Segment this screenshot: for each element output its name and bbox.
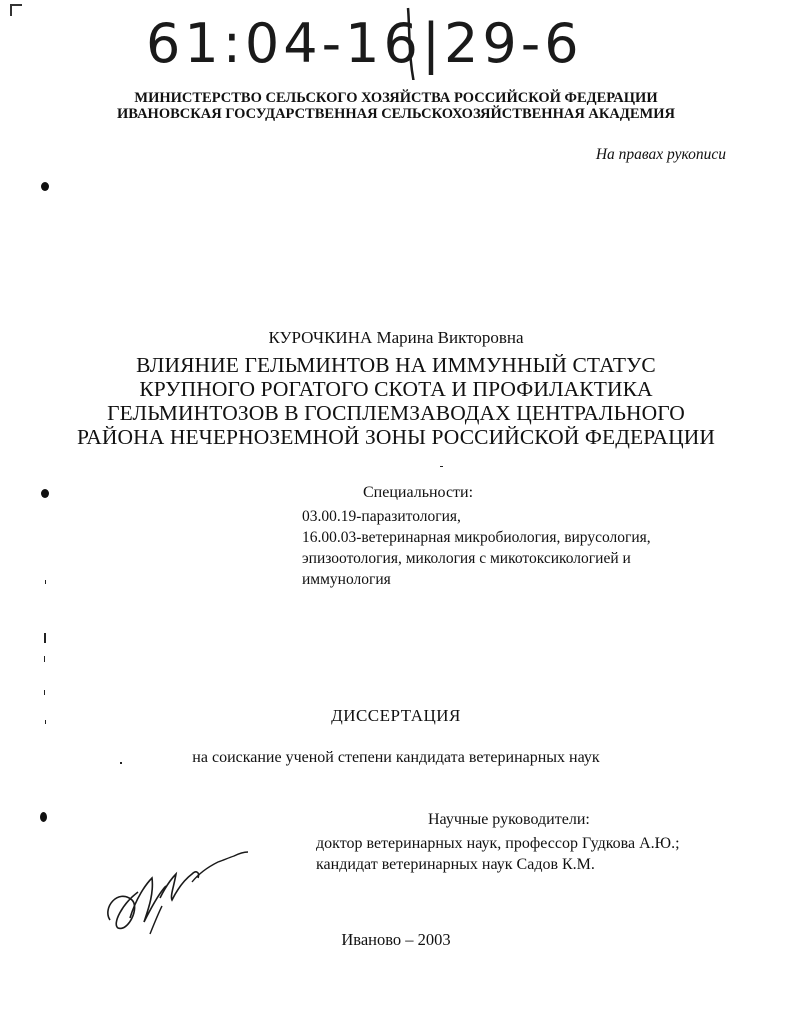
- dissertation-title: [0, 353, 792, 449]
- scan-speck: [45, 580, 46, 584]
- specialties-heading: Специальности:: [363, 484, 474, 501]
- scan-corner-mark: [10, 4, 22, 16]
- scan-speck: [440, 466, 443, 467]
- scan-speck: [41, 489, 49, 498]
- specialty-line: 16.00.03-ветеринарная микробиология, вирусология,: [302, 529, 651, 546]
- document-type: ДИССЕРТАЦИЯ: [331, 706, 461, 725]
- scan-speck: [41, 182, 49, 191]
- handwritten-signature: [100, 848, 250, 938]
- archive-code-handwritten: [140, 0, 620, 80]
- specialty-line: иммунология: [302, 571, 391, 588]
- scan-speck: [40, 812, 47, 822]
- advisor-line: доктор ветеринарных наук, профессор Гудкова А.Ю.;: [316, 835, 680, 852]
- advisors-list: [316, 833, 680, 875]
- title-line: РАЙОНА НЕЧЕРНОЗЕМНОЙ ЗОНЫ РОССИЙСКОЙ ФЕДЕРАЦИИ: [76, 425, 716, 449]
- title-line: ГЕЛЬМИНТОЗОВ В ГОСПЛЕМЗАВОДАХ ЦЕНТРАЛЬНОГО: [107, 401, 685, 425]
- academy-name: ИВАНОВСКАЯ ГОСУДАРСТВЕННАЯ СЕЛЬСКОХОЗЯЙСТВЕННАЯ АКАДЕМИЯ: [117, 106, 675, 122]
- scan-speck: [44, 633, 46, 643]
- ministry-name: МИНИСТЕРСТВО СЕЛЬСКОГО ХОЗЯЙСТВА РОССИЙСКОЙ ФЕДЕРАЦИИ: [134, 90, 658, 106]
- specialty-line: 03.00.19-паразитология,: [302, 508, 461, 525]
- title-line: ВЛИЯНИЕ ГЕЛЬМИНТОВ НА ИММУННЫЙ СТАТУС: [136, 353, 656, 377]
- scan-speck: [120, 762, 122, 764]
- title-line: КРУПНОГО РОГАТОГО СКОТА И ПРОФИЛАКТИКА: [139, 377, 653, 401]
- ministry-header: [0, 90, 792, 122]
- specialties-list: [302, 506, 651, 590]
- degree-line: на соискание ученой степени кандидата ветеринарных наук: [192, 749, 600, 766]
- scan-speck: [44, 690, 45, 695]
- manuscript-rights-note: На правах рукописи: [595, 146, 726, 163]
- scan-speck: [45, 720, 46, 724]
- specialty-line: эпизоотология, микология с микотоксикологией и: [302, 550, 631, 567]
- author-name: КУРОЧКИНА Марина Викторовна: [268, 328, 524, 347]
- scan-speck: [44, 656, 45, 662]
- city-year: Иваново – 2003: [341, 930, 451, 949]
- archive-code-text: 61:04-16|29-6: [146, 12, 583, 75]
- advisors-heading: Научные руководители:: [428, 811, 590, 828]
- advisor-line: кандидат ветеринарных наук Садов К.М.: [316, 856, 595, 873]
